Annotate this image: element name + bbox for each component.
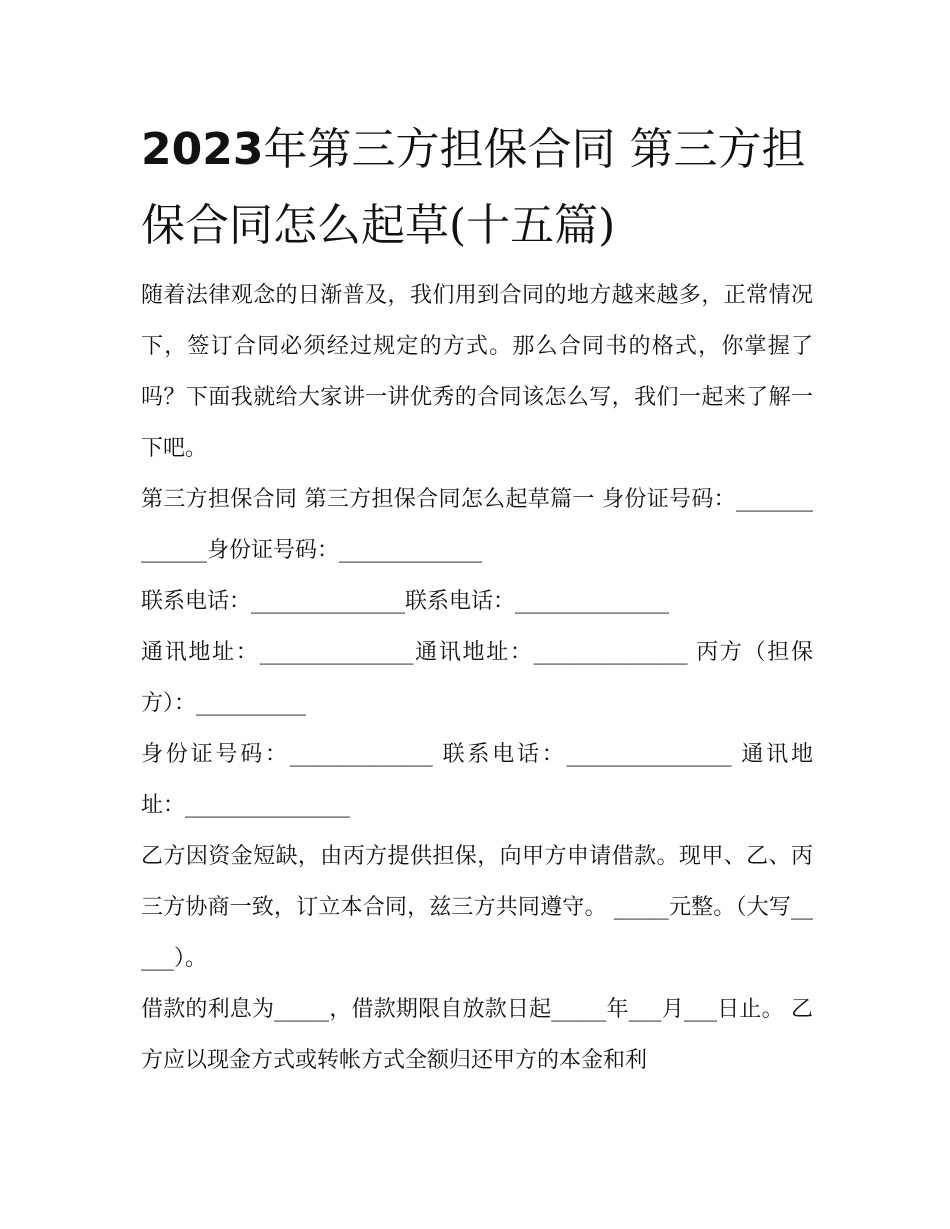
phone-line: 联系电话：______________联系电话：______________ <box>141 589 670 614</box>
address-line: 通讯地址：______________通讯地址：______________ 丙方（担保方）：__________ <box>141 640 813 716</box>
guarantor-info-line: 身份证号码：_____________ 联系电话：_______________ 通讯地址：_______________ <box>141 742 813 818</box>
interest-term-paragraph: 借款的利息为_____，借款期限自放款日起_____年___月___日止。 乙方应以现金方式或转帐方式全额归还甲方的本金和利 <box>141 997 813 1073</box>
title-year: 2023 <box>141 124 264 175</box>
intro-paragraph: 随着法律观念的日渐普及，我们用到合同的地方越来越多，正常情况下，签订合同必须经过规定的方式。那么合同书的格式，你掌握了吗？下面我就给大家讲一讲优秀的合同该怎么写，我们一起来了解一下吧。 <box>141 283 813 461</box>
document-page <box>141 112 813 1086</box>
title-text: 年第三方担保合同 第三方担保合同怎么起草(十五篇) <box>141 124 806 251</box>
document-title <box>141 112 813 264</box>
loan-purpose-paragraph: 乙方因资金短缺，由丙方提供担保，向甲方申请借款。现甲、乙、丙三方协商一致，订立本合同，兹三方共同遵守。 _____元整。（大写_____）。 <box>141 844 813 971</box>
id-number-line: 第三方担保合同 第三方担保合同怎么起草篇一 身份证号码：_____________身份证号码：_____________ <box>141 487 813 563</box>
